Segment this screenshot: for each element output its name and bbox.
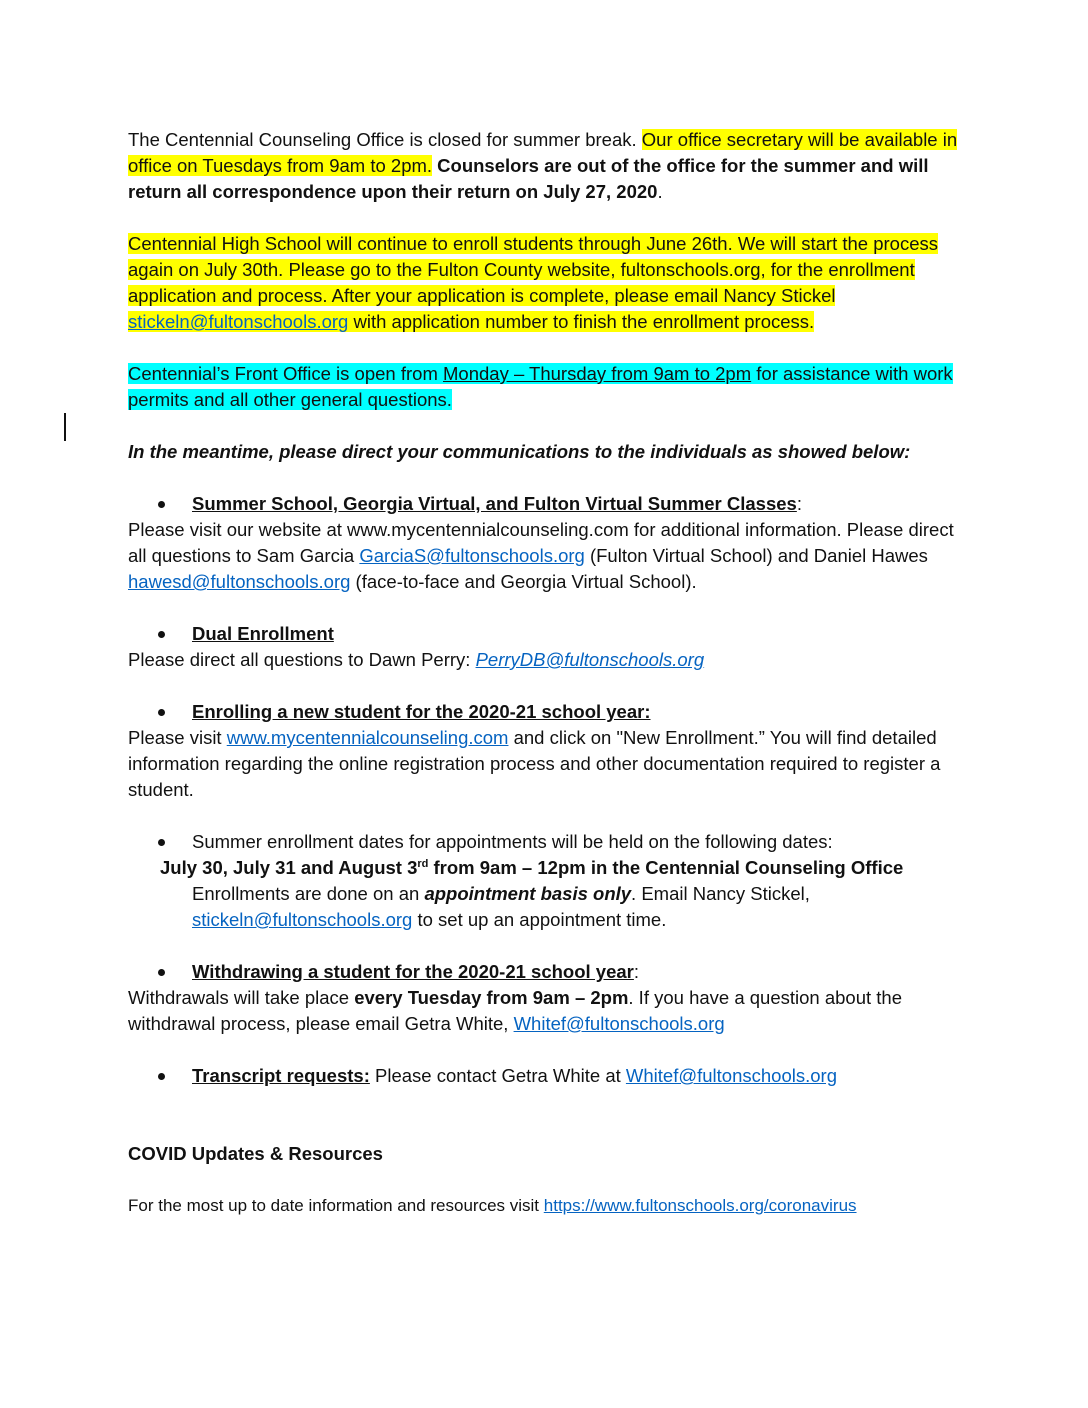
withdraw-bullet: Withdrawing a student for the 2020-21 school year: bbox=[128, 959, 968, 985]
bullet-icon bbox=[158, 839, 165, 846]
bullet-icon bbox=[158, 969, 165, 976]
new-student-heading: Enrolling a new student for the 2020-21 school year: bbox=[192, 701, 651, 722]
counseling-website-link[interactable]: www.mycentennialcounseling.com bbox=[226, 727, 509, 748]
appointment-text: Enrollments are done on an appointment basis only. Email Nancy Stickel, stickeln@fultonschools.org to set up an appointment time. bbox=[192, 883, 810, 930]
white-transcript-email-link[interactable]: Whitef@fultonschools.org bbox=[625, 1065, 837, 1086]
bullet-icon bbox=[158, 709, 165, 716]
covid-text: For the most up to date information and resources visit https://www.fultonschools.org/coronavirus bbox=[128, 1196, 857, 1215]
counselors-return-notice: Counselors are out of the office for the summer and will return all correspondence upon their return on July 27, 2020 bbox=[128, 155, 929, 202]
stickel-appointment-email-link[interactable]: stickeln@fultonschools.org bbox=[192, 909, 413, 930]
front-office-hours: Monday – Thursday from 9am to 2pm bbox=[443, 363, 752, 384]
summer-dates-line: July 30, July 31 and August 3rd from 9am – 12pm in the Centennial Counseling Office bbox=[160, 857, 904, 878]
intro-paragraph: The Centennial Counseling Office is closed for summer break. Our office secretary will be available in office on Tuesdays from 9am to 2pm. Counselors are out of the office for the summer and will return all correspondence upon their return on July 27, 2020. bbox=[128, 129, 958, 202]
dual-enrollment-text: Please direct all questions to Dawn Perry: PerryDB@fultonschools.org bbox=[128, 649, 705, 670]
perry-email-link[interactable]: PerryDB@fultonschools.org bbox=[475, 649, 705, 670]
bullet-icon bbox=[158, 631, 165, 638]
stickel-email-link[interactable]: stickeln@fultonschools.org bbox=[128, 311, 349, 332]
document-page bbox=[128, 127, 968, 1219]
coronavirus-link[interactable]: https://www.fultonschools.org/coronavirus bbox=[543, 1196, 857, 1215]
summer-school-heading: Summer School, Georgia Virtual, and Fulton Virtual Summer Classes bbox=[192, 493, 797, 514]
new-student-text: Please visit www.mycentennialcounseling.com and click on "New Enrollment.” You will find detailed information regarding the online registration process and other documentation required to register a student. bbox=[128, 727, 941, 800]
white-email-link[interactable]: Whitef@fultonschools.org bbox=[513, 1013, 725, 1034]
meantime-heading: In the meantime, please direct your communications to the individuals as showed below: bbox=[128, 441, 911, 462]
bullet-icon bbox=[158, 501, 165, 508]
summer-school-bullet: Summer School, Georgia Virtual, and Fulton Virtual Summer Classes: bbox=[128, 491, 968, 517]
intro-text: The Centennial Counseling Office is closed for summer break. bbox=[128, 129, 642, 150]
covid-heading: COVID Updates & Resources bbox=[128, 1143, 383, 1164]
summer-dates-bullet: Summer enrollment dates for appointments will be held on the following dates: bbox=[128, 829, 968, 855]
garcia-email-link[interactable]: GarciaS@fultonschools.org bbox=[359, 545, 585, 566]
dual-enrollment-bullet bbox=[128, 621, 968, 647]
enrollment-paragraph: Centennial High School will continue to enroll students through June 26th. We will start the process again on July 30th. Please go to the Fulton County website, fultonschools.org, for the enrollment application and process. After your application is complete, please email Nancy Stickel stickeln@fultonschools.org with application number to finish the enrollment process. bbox=[128, 233, 938, 332]
bullet-icon bbox=[158, 1073, 165, 1080]
transcript-bullet: Transcript requests: Please contact Getra White at Whitef@fultonschools.org bbox=[128, 1063, 968, 1089]
text-cursor bbox=[64, 413, 66, 441]
secretary-hours-highlight: Our office secretary will be available in office on Tuesdays from 9am to 2pm. bbox=[128, 129, 958, 176]
transcript-heading: Transcript requests: bbox=[192, 1065, 370, 1086]
hawes-email-link[interactable]: hawesd@fultonschools.org bbox=[128, 571, 351, 592]
withdraw-heading: Withdrawing a student for the 2020-21 school year bbox=[192, 961, 634, 982]
new-student-bullet bbox=[128, 699, 968, 725]
dual-enrollment-heading: Dual Enrollment bbox=[192, 623, 334, 644]
front-office-paragraph: Centennial’s Front Office is open from Monday – Thursday from 9am to 2pm for assistance with work permits and all other general questions. bbox=[128, 363, 953, 410]
summer-school-text: Please visit our website at www.mycentennialcounseling.com for additional information. Please direct all questions to Sam Garcia GarciaS@fultonschools.org (Fulton Virtual School) and Daniel Hawes hawesd@fultonschools.org (face-to-face and Georgia Virtual School). bbox=[128, 519, 954, 592]
withdraw-text: Withdrawals will take place every Tuesday from 9am – 2pm. If you have a question about the withdrawal process, please email Getra White, Whitef@fultonschools.org bbox=[128, 987, 902, 1034]
